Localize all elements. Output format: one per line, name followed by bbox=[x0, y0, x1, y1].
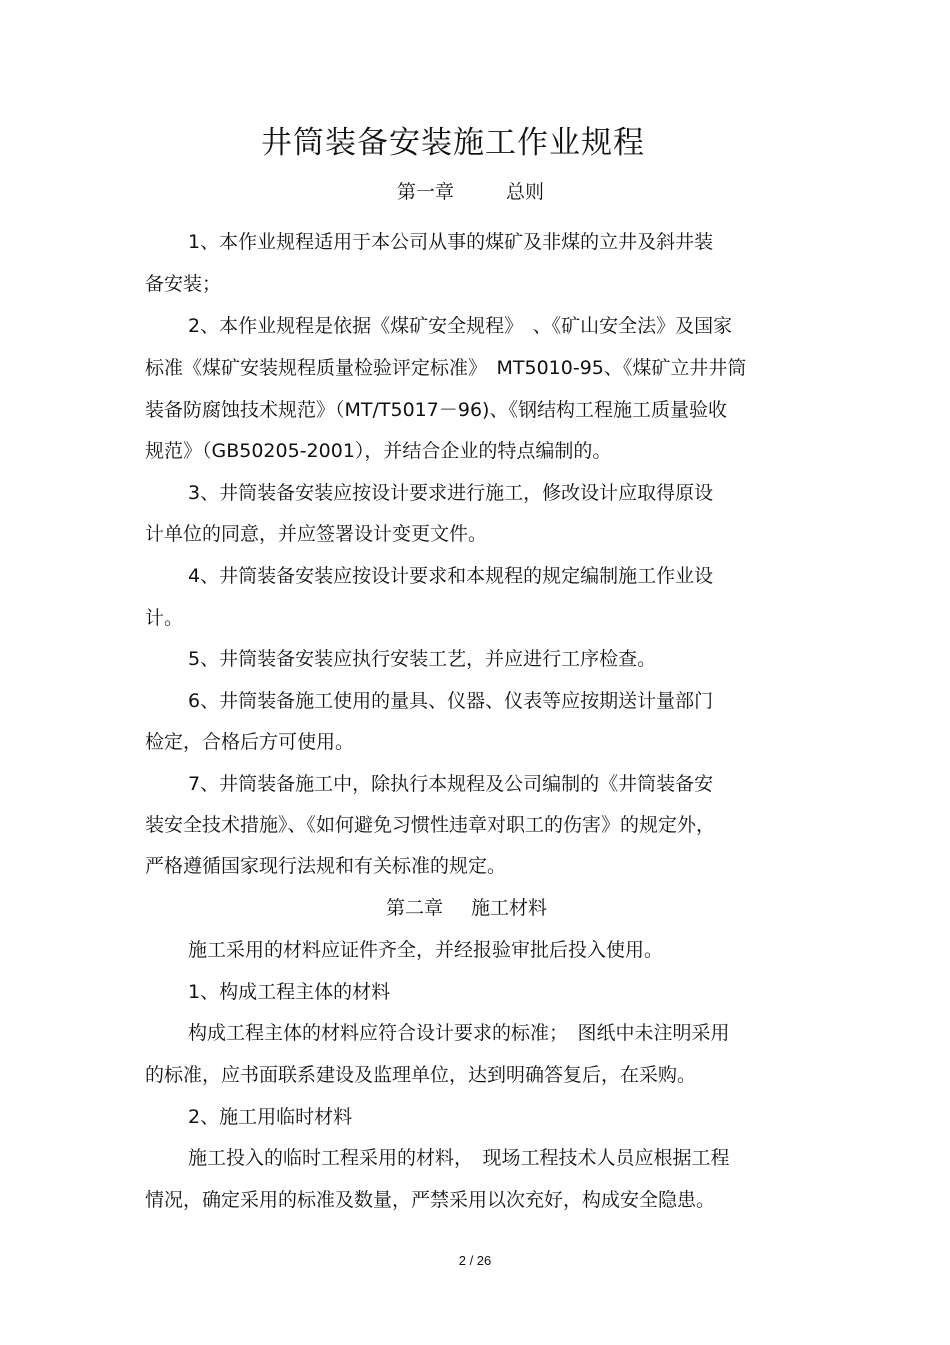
paragraph-line: 标准《煤矿安装规程质量检验评定标准》 MT5010-95、《煤矿立井井筒 bbox=[145, 357, 747, 379]
paragraph-line: 3、井筒装备安装应按设计要求进行施工，修改设计应取得原设 bbox=[188, 482, 714, 504]
paragraph-line: 2、本作业规程是依据《煤矿安全规程》 、《矿山安全法》及国家 bbox=[188, 315, 733, 337]
paragraph-line: 7、井筒装备施工中，除执行本规程及公司编制的《井筒装备安 bbox=[188, 773, 714, 795]
paragraph-line: 施工投入的临时工程采用的材料， 现场工程技术人员应根据工程 bbox=[188, 1147, 730, 1169]
paragraph-line: 1、本作业规程适用于本公司从事的煤矿及非煤的立井及斜井装 bbox=[188, 231, 714, 253]
paragraph-line: 情况，确定采用的标准及数量，严禁采用以次充好，构成安全隐患。 bbox=[145, 1189, 716, 1211]
paragraph-line: 装安全技术措施》、《如何避免习惯性违章对职工的伤害》的规定外， bbox=[145, 814, 716, 836]
paragraph-line: 计单位的同意，并应签署设计变更文件。 bbox=[145, 523, 488, 545]
chapter-number: 第一章 bbox=[397, 181, 455, 203]
chapter-name: 总则 bbox=[506, 181, 545, 203]
paragraph-line: 检定，合格后方可使用。 bbox=[145, 731, 355, 753]
page-number: 2 / 26 bbox=[458, 1253, 492, 1268]
paragraph-line: 装备防腐蚀技术规范》（MT/T5017－96)、《钢结构工程施工质量验收 bbox=[145, 399, 727, 421]
paragraph-line: 6、井筒装备施工使用的量具、仪器、仪表等应按期送计量部门 bbox=[188, 690, 714, 712]
section-heading: 1、构成工程主体的材料 bbox=[188, 981, 391, 1003]
paragraph-line: 构成工程主体的材料应符合设计要求的标准； 图纸中未注明采用 bbox=[188, 1022, 730, 1044]
chapter-name: 施工材料 bbox=[471, 897, 548, 919]
paragraph-line: 计。 bbox=[145, 607, 184, 629]
paragraph-line: 备安装； bbox=[145, 273, 222, 295]
chapter-heading-1 bbox=[397, 179, 544, 205]
section-heading: 2、施工用临时材料 bbox=[188, 1106, 353, 1128]
paragraph-line: 4、井筒装备安装应按设计要求和本规程的规定编制施工作业设 bbox=[188, 565, 714, 587]
paragraph-line: 施工采用的材料应证件齐全，并经报验审批后投入使用。 bbox=[188, 939, 664, 961]
document-title: 井筒装备安装施工作业规程 bbox=[261, 125, 645, 161]
paragraph-line: 的标准，应书面联系建设及监理单位，达到明确答复后，在采购。 bbox=[145, 1064, 697, 1086]
paragraph-line: 5、井筒装备安装应执行安装工艺，并应进行工序检查。 bbox=[188, 648, 657, 670]
paragraph-line: 规范》（GB50205-2001），并结合企业的特点编制的。 bbox=[145, 440, 612, 462]
chapter-number: 第二章 bbox=[386, 897, 444, 919]
paragraph-line: 严格遵循国家现行法规和有关标准的规定。 bbox=[145, 855, 507, 877]
chapter-heading-2 bbox=[386, 895, 547, 921]
